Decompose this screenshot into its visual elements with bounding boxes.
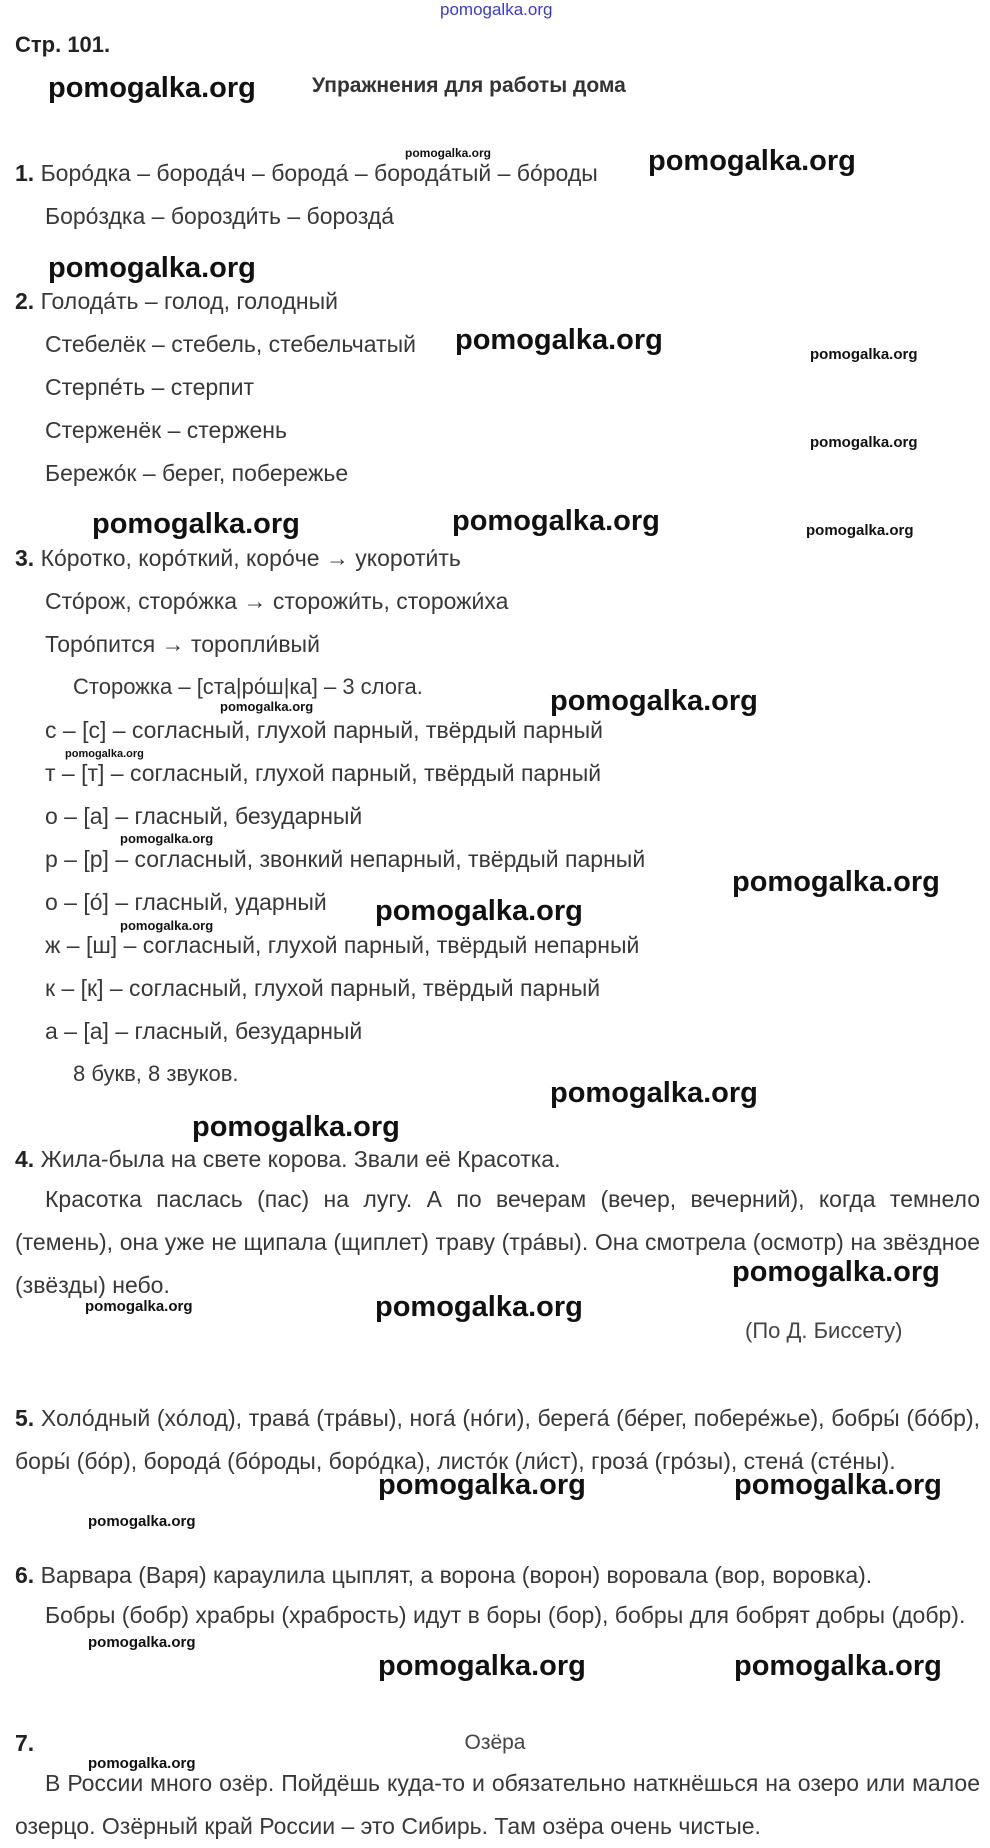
watermark: pomogalka.org bbox=[375, 895, 583, 927]
watermark-small: pomogalka.org bbox=[220, 699, 314, 714]
sounds-summary: 8 букв, 8 звуков. bbox=[73, 1061, 239, 1086]
watermark: pomogalka.org bbox=[378, 1650, 586, 1682]
watermark: pomogalka.org bbox=[192, 1111, 400, 1143]
sound-line-8: а – [а] – гласный, безударный bbox=[45, 1018, 363, 1044]
watermark-small: pomogalka.org bbox=[65, 748, 144, 760]
watermark-small: pomogalka.org bbox=[405, 146, 492, 160]
watermark: pomogalka.org bbox=[452, 505, 660, 537]
exercise-5-text: Холо́дный (хо́лод), трава́ (тра́вы), нога́ (но́ги), берега́ (бе́рег, побере́жье), бобры́ (бо́бр), боры́ (бо́р), борода́ (бо́роды, боро́дка), листо́к (ли́ст), гроза́ (гро́зы), стена́ (сте́ны). bbox=[15, 1405, 980, 1474]
exercise-2-number: 2. bbox=[15, 288, 35, 314]
exercise-7-number-text: 7. bbox=[15, 1730, 35, 1756]
watermark-small: pomogalka.org bbox=[88, 1755, 196, 1772]
exercise-5-number: 5. bbox=[15, 1405, 35, 1431]
exercise-1-line-2: Боро́здка – борозди́ть – борозда́ bbox=[45, 203, 395, 229]
watermark: pomogalka.org bbox=[648, 145, 856, 177]
top-watermark: pomogalka.org bbox=[440, 0, 553, 19]
exercise-7-paragraph: В России много озёр. Пойдёшь куда-то и обязательно наткнёшься на озеро или малое озерцо. Озёрный край России – это Сибирь. Там озёра очень чистые. bbox=[15, 1770, 980, 1839]
sound-line-7: к – [к] – согласный, глухой парный, твёрдый парный bbox=[45, 975, 601, 1001]
exercise-4-line-1 bbox=[15, 1146, 560, 1173]
section-title: Упражнения для работы дома bbox=[312, 74, 626, 97]
exercise-3-line-3: Торо́пится → торопли́вый bbox=[45, 631, 320, 657]
watermark: pomogalka.org bbox=[732, 1256, 940, 1288]
watermark: pomogalka.org bbox=[734, 1469, 942, 1501]
exercise-3-number: 3. bbox=[15, 545, 35, 571]
watermark-small: pomogalka.org bbox=[120, 831, 214, 846]
exercise-6-line-1 bbox=[15, 1562, 872, 1589]
sound-line-4: р – [р] – согласный, звонкий непарный, твёрдый парный bbox=[45, 846, 646, 872]
watermark-small: pomogalka.org bbox=[88, 1513, 196, 1530]
exercise-2-line-3: Стерпе́ть – стерпит bbox=[45, 374, 254, 400]
exercise-2-line-5: Бережо́к – берег, побережье bbox=[45, 460, 349, 486]
watermark-small: pomogalka.org bbox=[810, 346, 918, 363]
watermark: pomogalka.org bbox=[732, 866, 940, 898]
watermark: pomogalka.org bbox=[48, 252, 256, 284]
exercise-3-line-2: Сто́рож, сторо́жка → сторожи́ть, сторожи́ха bbox=[45, 588, 509, 614]
exercise-1-line-1 bbox=[15, 160, 598, 187]
exercise-6-number: 6. bbox=[15, 1562, 35, 1588]
sound-line-5: о – [о́] – гласный, ударный bbox=[45, 889, 327, 915]
watermark-small: pomogalka.org bbox=[85, 1298, 193, 1315]
exercise-7-title: Озёра bbox=[464, 1731, 526, 1754]
watermark: pomogalka.org bbox=[734, 1650, 942, 1682]
exercise-4-paragraph: Красотка паслась (пас) на лугу. А по вечерам (вечер, вечерний), когда темнело (темень), она уже не щипала (щиплет) траву (тра́вы). Она смотрела (осмотр) на звёздное (звёзды) небо. bbox=[15, 1186, 980, 1298]
exercise-3-text-1: Ко́ротко, коро́ткий, коро́че → укороти́ть bbox=[40, 545, 461, 571]
phonetic-analysis-title: Сторожка – [ста|ро́ш|ка] – 3 слога. bbox=[73, 674, 423, 699]
watermark: pomogalka.org bbox=[92, 508, 300, 540]
exercise-6-paragraph: Бобры (бобр) храбры (храбрость) идут в боры (бор), бобры для бобрят добры (добр). bbox=[45, 1602, 966, 1628]
exercise-2-text-1: Голода́ть – голод, голодный bbox=[40, 288, 339, 314]
exercise-6-text-1: Варвара (Варя) караулила цыплят, а ворона (ворон) воровала (вор, воровка). bbox=[40, 1562, 873, 1588]
exercise-2-line-2: Стебелёк – стебель, стебельчатый bbox=[45, 331, 416, 357]
watermark-small: pomogalka.org bbox=[88, 1634, 196, 1651]
watermark: pomogalka.org bbox=[550, 1077, 758, 1109]
exercise-1-text-1: Боро́дка – борода́ч – борода́ – борода́тый – бо́роды bbox=[40, 160, 598, 186]
watermark: pomogalka.org bbox=[378, 1469, 586, 1501]
exercise-3-line-1 bbox=[15, 545, 461, 572]
sound-line-1: с – [с] – согласный, глухой парный, твёрдый парный bbox=[45, 717, 604, 743]
watermark-small: pomogalka.org bbox=[120, 918, 214, 933]
exercise-1-number: 1. bbox=[15, 160, 35, 186]
sound-line-2: т – [т] – согласный, глухой парный, твёрдый парный bbox=[45, 760, 602, 786]
exercise-4-source: (По Д. Биссету) bbox=[745, 1318, 903, 1343]
page-number: Стр. 101. bbox=[15, 32, 111, 57]
watermark: pomogalka.org bbox=[48, 72, 256, 104]
watermark-small: pomogalka.org bbox=[806, 522, 914, 539]
exercise-2-line-1 bbox=[15, 288, 338, 315]
watermark: pomogalka.org bbox=[550, 685, 758, 717]
exercise-4-number: 4. bbox=[15, 1146, 35, 1172]
sound-line-6: ж – [ш] – согласный, глухой парный, твёрдый непарный bbox=[45, 932, 640, 958]
watermark-small: pomogalka.org bbox=[810, 434, 918, 451]
exercise-2-line-4: Стерженёк – стержень bbox=[45, 417, 287, 443]
watermark: pomogalka.org bbox=[455, 324, 663, 356]
watermark: pomogalka.org bbox=[375, 1291, 583, 1323]
exercise-4-text-1: Жила-была на свете корова. Звали её Красотка. bbox=[40, 1146, 561, 1172]
sound-line-3: о – [а] – гласный, безударный bbox=[45, 803, 363, 829]
